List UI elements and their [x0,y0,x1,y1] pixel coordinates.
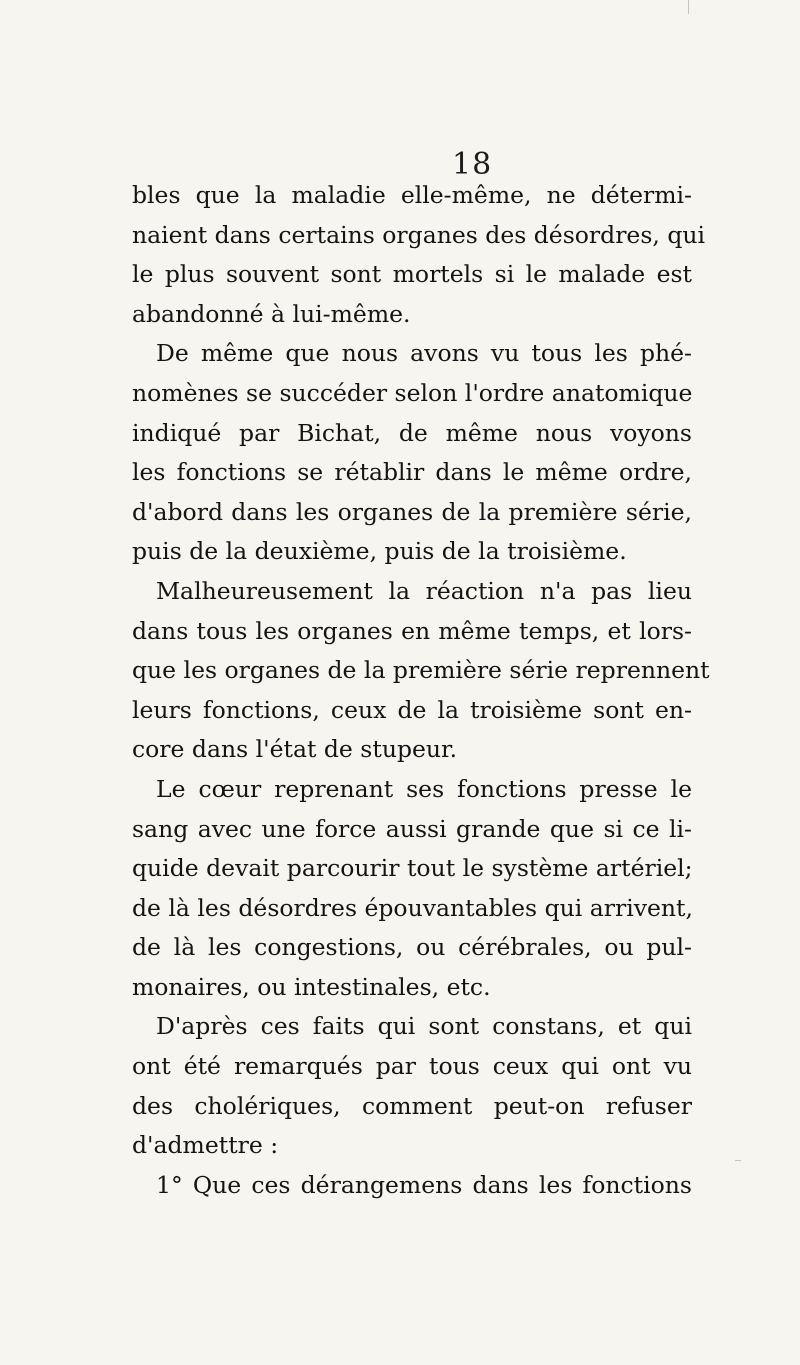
text-line: dans tous les organes en même temps, et lors- [132,616,692,645]
text-line: indiqué par Bichat, de même nous voyons [132,418,692,447]
text-line: leurs fonctions, ceux de la troisième sont en- [132,695,692,724]
paper-speck [735,1160,741,1161]
text-line: quide devait parcourir tout le système artériel; [132,854,693,883]
text-line: naient dans certains organes des désordres, qui [132,220,706,249]
text-line: sang avec une force aussi grande que si ce li- [132,814,692,843]
text-line: core dans l'état de stupeur. [132,735,458,764]
text-line: Malheureusement la réaction n'a pas lieu [156,576,692,605]
text-line: d'admettre : [132,1131,279,1160]
text-line: le plus souvent sont mortels si le malade est [132,260,692,289]
text-line: bles que la maladie elle-même, ne détermi- [132,181,692,209]
text-line: que les organes de la première série reprennent [132,656,710,685]
text-line: 1° Que ces dérangemens dans les fonctions [156,1170,692,1199]
text-line: d'abord dans les organes de la première série, [132,497,692,526]
text-line: De même que nous avons vu tous les phé- [156,339,692,368]
text-line: de là les congestions, ou cérébrales, ou pul- [132,933,692,962]
text-line: Le cœur reprenant ses fonctions presse le [156,774,692,803]
text-line: D'après ces faits qui sont constans, et qui [156,1012,692,1041]
page-number: 18 [452,147,493,182]
text-line: abandonné à lui-même. [132,299,411,328]
text-line: monaires, ou intestinales, etc. [132,972,491,1001]
text-line: des cholériques, comment peut-on refuser [132,1091,692,1120]
text-line: ont été remarqués par tous ceux qui ont vu [132,1052,692,1081]
text-line: les fonctions se rétablir dans le même ordre, [132,458,692,487]
text-line: puis de la deuxième, puis de la troisième. [132,537,627,566]
text-line: nomènes se succéder selon l'ordre anatomique [132,378,693,407]
paper-speck [688,0,689,14]
text-line: de là les désordres épouvantables qui arrivent, [132,893,693,922]
body-text [132,176,710,1205]
